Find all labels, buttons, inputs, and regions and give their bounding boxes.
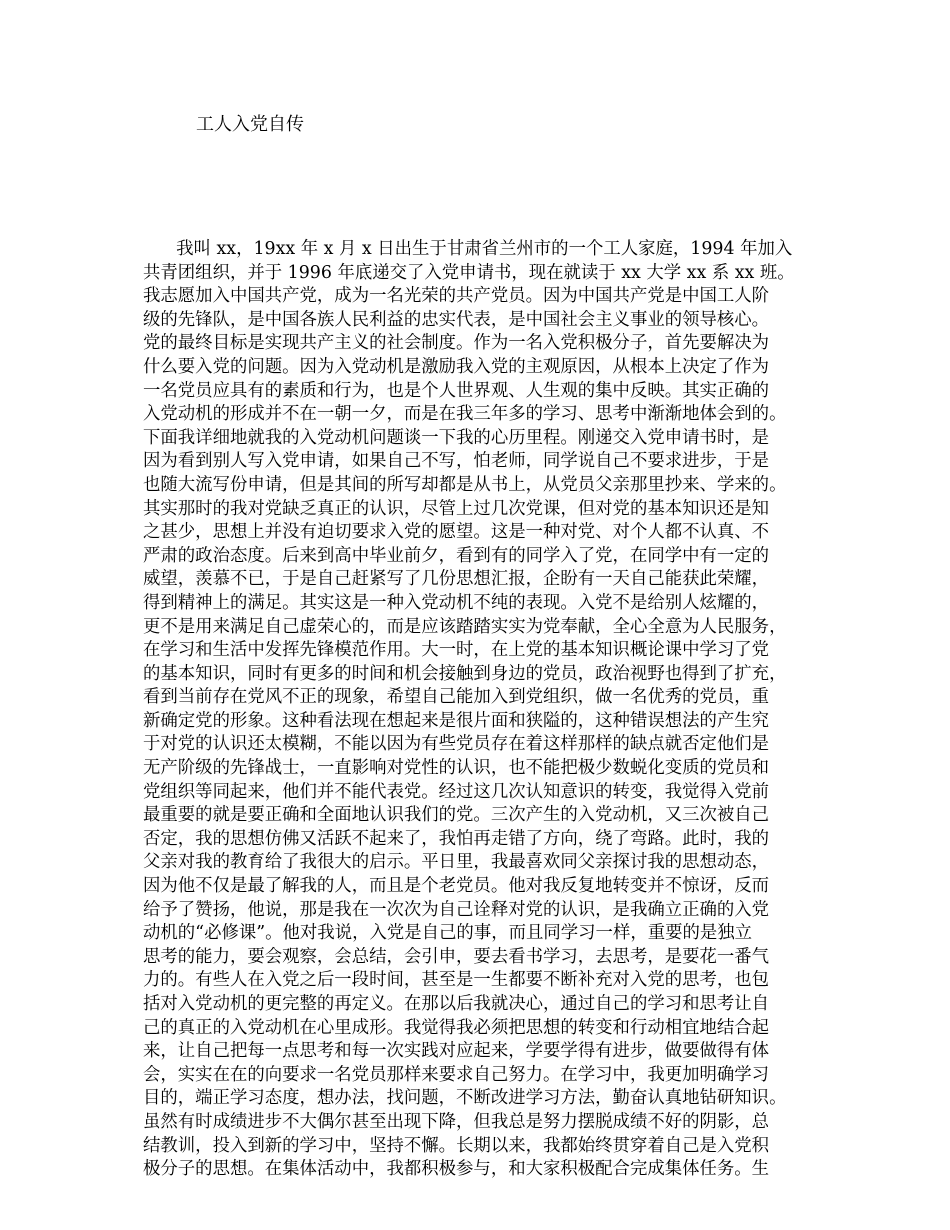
body-text-line: 给予了赞扬，他说，那是我在一次次为自己诠释对党的认识，是我确立正确的入党 (143, 899, 770, 920)
body-text-line: 共青团组织，并于 1996 年底递交了入党申请书，现在就读于 xx 大学 xx 系 xx 班。 (143, 262, 795, 283)
body-text-line: 下面我详细地就我的入党动机问题谈一下我的心历里程。刚递交入党申请书时，是 (143, 427, 770, 448)
body-text-line: 我叫 xx，19xx 年 x 月 x 日出生于甘肃省兰州市的一个工人家庭，1994 年加入 (143, 239, 793, 259)
body-text-line: 否定，我的思想仿佛又活跃不起来了，我怕再走错了方向，绕了弯路。此时，我的 (143, 828, 770, 849)
body-text-line: 党组织等同起来，他们并不能代表党。经过这几次认知意识的转变，我觉得入党前 (143, 781, 770, 802)
body-text-line: 其实那时的我对党缺乏真正的认识，尽管上过几次党课，但对党的基本知识还是知 (143, 498, 770, 519)
body-text-line: 动机的“必修课”。他对我说，入党是自己的事，而且同学习一样，重要的是独立 (143, 923, 753, 944)
document-body (143, 238, 833, 1182)
body-text-line: 级的先锋队，是中国各族人民利益的忠实代表，是中国社会主义事业的领导核心。 (143, 309, 770, 330)
body-text-line: 得到精神上的满足。其实这是一种入党动机不纯的表现。入党不是给别人炫耀的， (143, 592, 770, 613)
body-text-line: 虽然有时成绩进步不大偶尔甚至出现下降，但我总是努力摆脱成绩不好的阴影，总 (143, 1111, 770, 1132)
body-text-line: 更不是用来满足自己虚荣心的，而是应该踏踏实实为党奉献，全心全意为人民服务， (143, 616, 787, 637)
body-text-line: 入党动机的形成并不在一朝一夕，而是在我三年多的学习、思考中渐渐地体会到的。 (143, 404, 787, 425)
body-text-line: 什么要入党的问题。因为入党动机是激励我入党的主观原因，从根本上决定了作为 (143, 356, 770, 377)
body-text-line: 己的真正的入党动机在心里成形。我觉得我必须把思想的转变和行动相宜地结合起 (143, 1017, 770, 1038)
body-text-line: 也随大流写份申请，但是其间的所写却都是从书上，从党员父亲那里抄来、学来的。 (143, 474, 787, 495)
body-text-line: 结教训，投入到新的学习中，坚持不懈。长期以来，我都始终贯穿着自己是入党积 (143, 1135, 770, 1156)
body-text-line: 因为他不仅是最了解我的人，而且是个老党员。他对我反复地转变并不惊讶，反而 (143, 876, 770, 897)
body-text-line: 看到当前存在党风不正的现象，希望自己能加入到党组织，做一名优秀的党员，重 (143, 687, 770, 708)
body-text-line: 思考的能力，要会观察，会总结，会引申，要去看书学习，去思考，是要花一番气 (143, 946, 770, 967)
body-text-line: 最重要的就是要正确和全面地认识我们的党。三次产生的入党动机，又三次被自己 (143, 805, 770, 826)
body-text-line: 极分子的思想。在集体活动中，我都积极参与，和大家积极配合完成集体任务。生 (143, 1159, 770, 1180)
body-text-line: 父亲对我的教育给了我很大的启示。平日里，我最喜欢同父亲探讨我的思想动态， (143, 852, 770, 873)
body-text-line: 目的，端正学习态度，想办法，找问题，不断改进学习方法，勤奋认真地钻研知识。 (143, 1088, 787, 1109)
body-text-line: 威望，羡慕不已，于是自己赶紧写了几份思想汇报，企盼有一天自己能获此荣耀， (143, 569, 770, 590)
body-text-line: 来，让自己把每一点思考和每一次实践对应起来，学要学得有进步，做要做得有体 (143, 1041, 770, 1062)
body-text-line: 因为看到别人写入党申请，如果自己不写，怕老师，同学说自己不要求进步，于是 (143, 451, 770, 472)
body-text-line: 党的最终目标是实现共产主义的社会制度。作为一名入党积极分子，首先要解决为 (143, 333, 770, 354)
body-text-line: 严肃的政治态度。后来到高中毕业前夕，看到有的同学入了党，在同学中有一定的 (143, 545, 770, 566)
body-text-line: 我志愿加入中国共产党，成为一名光荣的共产党员。因为中国共产党是中国工人阶 (143, 286, 770, 307)
body-text-line: 之甚少，思想上并没有迫切要求入党的愿望。这是一种对党、对个人都不认真、不 (143, 522, 770, 543)
body-text-line: 括对入党动机的更完整的再定义。在那以后我就决心，通过自己的学习和思考让自 (143, 994, 770, 1014)
body-text-line: 的基本知识，同时有更多的时间和机会接触到身边的党员，政治视野也得到了扩充， (143, 663, 787, 684)
body-text-line: 新确定党的形象。这种看法现在想起来是很片面和狭隘的，这种错误想法的产生究 (143, 710, 770, 731)
body-text-line: 会，实实在在的向要求一名党员那样来要求自己努力。在学习中，我更加明确学习 (143, 1064, 770, 1085)
body-text-line: 于对党的认识还太模糊，不能以因为有些党员存在着这样那样的缺点就否定他们是 (143, 734, 770, 755)
body-text-line: 无产阶级的先锋战士，一直影响对党性的认识，也不能把极少数蜕化变质的党员和 (143, 758, 770, 779)
body-text-line: 在学习和生活中发挥先锋模范作用。大一时，在上党的基本知识概论课中学习了党 (143, 640, 770, 661)
body-text-line: 一名党员应具有的素质和行为，也是个人世界观、人生观的集中反映。其实正确的 (143, 380, 770, 401)
document-title: 工人入党自传 (196, 114, 304, 135)
body-text-line: 力的。有些人在入党之后一段时间，甚至是一生都要不断补充对入党的思考，也包 (143, 970, 770, 991)
